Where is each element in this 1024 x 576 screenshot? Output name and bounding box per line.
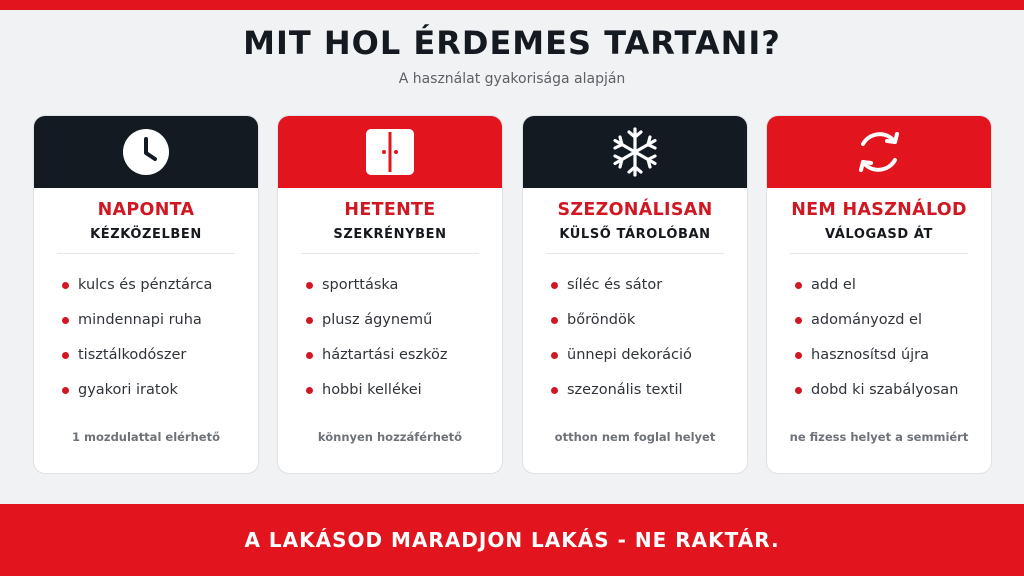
item-list	[523, 268, 747, 408]
list-item: gyakori iratok	[62, 373, 258, 408]
list-item: hobbi kellékei	[306, 373, 502, 408]
divider	[301, 253, 479, 254]
divider	[790, 253, 968, 254]
card-header	[278, 116, 502, 188]
card-daily	[33, 115, 259, 474]
recycle-icon	[851, 124, 907, 180]
top-accent-bar	[0, 0, 1024, 10]
footer-text: A LAKÁSOD MARADJON LAKÁS - NE RAKTÁR.	[244, 528, 780, 552]
card-footnote: otthon nem foglal helyet	[554, 430, 716, 444]
card-header	[34, 116, 258, 188]
clock-icon	[122, 128, 170, 176]
list-item: szezonális textil	[551, 373, 747, 408]
divider	[57, 253, 235, 254]
snowflake-icon	[609, 126, 661, 178]
card-footnote: könnyen hozzáférhető	[317, 430, 463, 444]
card-footnote: ne fizess helyet a semmiért	[789, 430, 969, 444]
item-list	[34, 268, 258, 408]
card-row	[33, 115, 992, 474]
card-subtitle: KÜLSŐ TÁROLÓBAN	[559, 227, 711, 242]
list-item: mindennapi ruha	[62, 303, 258, 338]
item-list	[767, 268, 991, 408]
list-item: add el	[795, 268, 991, 303]
wardrobe-icon	[365, 128, 415, 176]
list-item: plusz ágynemű	[306, 303, 502, 338]
list-item: sporttáska	[306, 268, 502, 303]
card-title: NEM HASZNÁLOD	[791, 200, 967, 220]
list-item: bőröndök	[551, 303, 747, 338]
card-weekly	[277, 115, 503, 474]
list-item: síléc és sátor	[551, 268, 747, 303]
card-subtitle: KÉZKÖZELBEN	[90, 227, 202, 242]
card-title: HETENTE	[344, 200, 436, 220]
list-item: adományozd el	[795, 303, 991, 338]
list-item: ünnepi dekoráció	[551, 338, 747, 373]
item-list	[278, 268, 502, 408]
card-subtitle: SZEKRÉNYBEN	[333, 227, 447, 242]
divider	[546, 253, 724, 254]
page-title: MIT HOL ÉRDEMES TARTANI?	[243, 24, 781, 62]
card-unused	[766, 115, 992, 474]
footer-banner	[0, 504, 1024, 576]
list-item: hasznosítsd újra	[795, 338, 991, 373]
list-item: kulcs és pénztárca	[62, 268, 258, 303]
card-footnote: 1 mozdulattal elérhető	[71, 430, 220, 444]
page-subtitle: A használat gyakorisága alapján	[398, 71, 626, 87]
list-item: tisztálkodószer	[62, 338, 258, 373]
card-title: NAPONTA	[97, 200, 195, 220]
card-header	[767, 116, 991, 188]
card-title: SZEZONÁLISAN	[557, 200, 713, 220]
card-header	[523, 116, 747, 188]
list-item: dobd ki szabályosan	[795, 373, 991, 408]
list-item: háztartási eszköz	[306, 338, 502, 373]
card-seasonal	[522, 115, 748, 474]
card-subtitle: VÁLOGASD ÁT	[824, 227, 934, 242]
